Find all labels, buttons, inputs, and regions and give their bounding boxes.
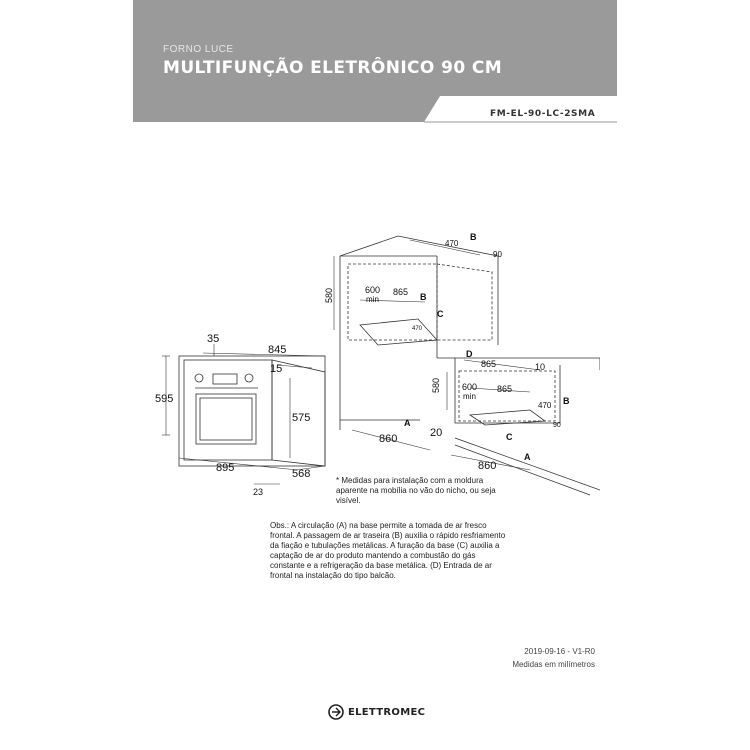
brand-logo: [328, 703, 425, 721]
height-label: 595: [155, 393, 174, 405]
under-counter-width-label: 865: [497, 384, 513, 394]
under-counter-height-label: 580: [431, 377, 441, 393]
brand-name: ELETTROMEC: [348, 706, 426, 718]
page-title: MULTIFUNÇÃO ELETRÔNICO 90 CM: [163, 58, 503, 78]
depth-label: 568: [292, 468, 311, 480]
model-code: FM-EL-90-LC-2SMA: [490, 109, 596, 119]
install-dimension-labels: [324, 232, 570, 472]
width-label: 845: [268, 344, 287, 356]
letter-b-top: B: [470, 232, 477, 242]
letter-c-upper: C: [437, 309, 444, 319]
control-display: [213, 374, 237, 384]
letter-c-lower: C: [506, 432, 513, 442]
top-offset-label: 15: [270, 363, 283, 375]
under-counter-width-top: 865: [481, 359, 497, 369]
front-dimension-labels: [155, 333, 310, 497]
niche-height-label: 580: [324, 287, 334, 303]
lower-width-label: 860: [478, 460, 497, 472]
cabinet-install-view: [340, 236, 600, 495]
oven-door-window: [196, 394, 256, 444]
cabinet-depth-label: 470: [445, 239, 459, 248]
oven-front-view: [179, 356, 325, 466]
header-band: [0, 0, 750, 130]
niche-width-label: 865: [393, 287, 409, 297]
under-base-label: 470: [538, 401, 552, 410]
oven-door-glass: [200, 398, 252, 440]
letter-a-upper: A: [404, 418, 411, 428]
base-vent-label: 470: [412, 326, 423, 332]
letter-b-lower: B: [563, 396, 570, 406]
technical-drawing: [150, 225, 600, 505]
niche-depth-label: 600: [365, 285, 381, 295]
under-counter-depth-label: 600: [462, 382, 478, 392]
under-counter-min-label: min: [463, 392, 476, 401]
top-gap-label: 10: [535, 362, 546, 372]
units-note: Medidas em milímetros: [512, 660, 595, 669]
letter-b-upper: B: [420, 292, 427, 302]
product-line: FORNO LUCE: [163, 44, 234, 55]
inner-height-label: 575: [292, 412, 311, 424]
vent-b-label: 90: [493, 250, 502, 259]
knob-offset-label: 35: [207, 333, 220, 345]
letter-d: D: [466, 349, 473, 359]
gap-label: 20: [430, 427, 443, 439]
control-knob-left: [195, 374, 203, 382]
brand-mark-icon: [328, 704, 344, 720]
control-knob-right: [245, 374, 253, 382]
letter-a-lower: A: [524, 452, 531, 462]
upper-base-vent: [360, 319, 437, 345]
install-note: * Medidas para instalação com a moldura aparente na mobília no vão do nicho, ou seja visível.: [336, 476, 496, 505]
overall-width-label: 895: [216, 462, 235, 474]
observation-note: Obs.: A circulação (A) na base permite a tomada de ar fresco frontal. A passagem de ar traseira (B) auxilia o rápido resfriamento da fiação e tubulações metálicas. A furação da base (C) auxilia a captação de ar do produto mantendo a combustão do gás constante e a refrigeração da base metálica. (D) Entrada de ar frontal na instalação do tipo balcão.: [270, 521, 506, 580]
under-vent-label: 90: [553, 422, 561, 429]
revision-date: 2019-09-16 - V1-R0: [524, 647, 595, 656]
niche-min-label: min: [366, 295, 379, 304]
door-label: 23: [253, 487, 264, 497]
counter-width-label: 860: [379, 433, 398, 445]
oven-front-panel: [184, 360, 272, 460]
